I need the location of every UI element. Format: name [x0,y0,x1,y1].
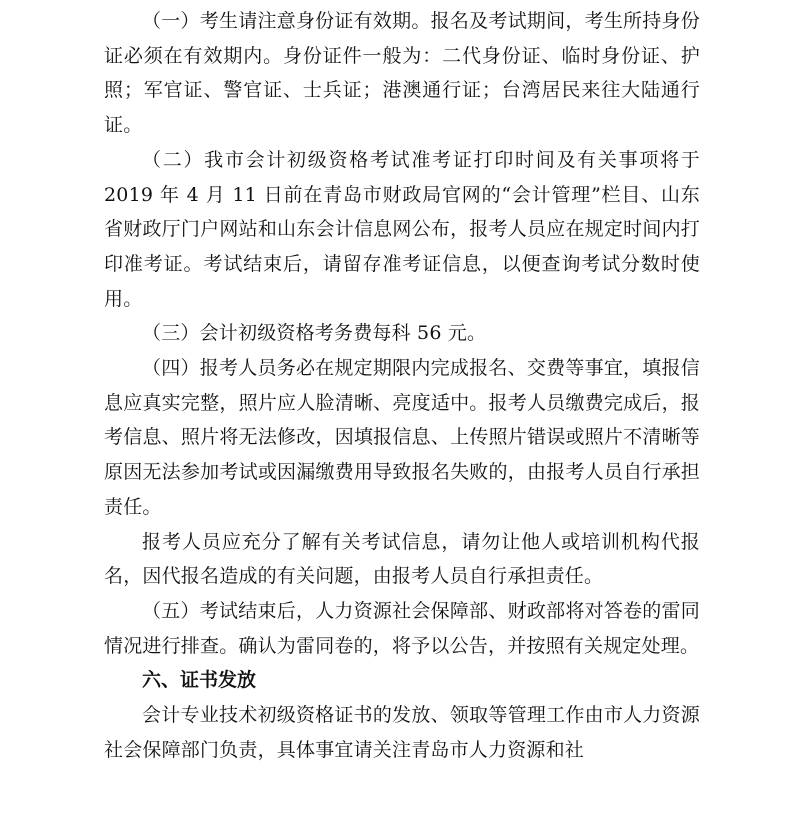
section-heading-certificate: 六、证书发放 [142,669,257,692]
paragraph-admission-ticket: （二）我市会计初级资格考试准考证打印时间及有关事项将于 2019 年 4 月 11 日前在青岛市财政局官网的“会计管理”栏目、山东省财政厅门户网站和山东会计信息网公布，报考人员应在规定时间内打印准考证。考试结束后，请留存准考证信息，以便查询考试分数时使用。 [104,148,700,310]
paragraph-registration-responsibility: （四）报考人员务必在规定期限内完成报名、交费等事宜，填报信息应真实完整，照片应人脸清晰、亮度适中。报考人员缴费完成后，报考信息、照片将无法修改，因填报信息、上传照片错误或照片不清晰等原因无法参加考试或因漏缴费用导致报名失败的，由报考人员自行承担责任。 [104,357,700,518]
paragraph-certificate-issuance: 会计专业技术初级资格证书的发放、领取等管理工作由市人力资源社会保障部门负责，具体事宜请关注青岛市人力资源和社 [104,704,700,761]
document-body [104,4,700,767]
paragraph-exam-fee: （三）会计初级资格考务费每科 56 元。 [142,322,487,345]
paragraph-duplicate-check: （五）考试结束后，人力资源社会保障部、财政部将对答卷的雷同情况进行排查。确认为雷同卷的，将予以公告，并按照有关规定处理。 [104,599,700,657]
paragraph-id-validity: （一）考生请注意身份证有效期。报名及考试期间，考生所持身份证必须在有效期内。身份证件一般为：二代身份证、临时身份证、护照；军官证、警官证、士兵证；港澳通行证；台湾居民来往大陆通行证。 [104,10,700,137]
paragraph-no-proxy-registration: 报考人员应充分了解有关考试信息，请勿让他人或培训机构代报名，因代报名造成的有关问题，由报考人员自行承担责任。 [104,530,700,588]
